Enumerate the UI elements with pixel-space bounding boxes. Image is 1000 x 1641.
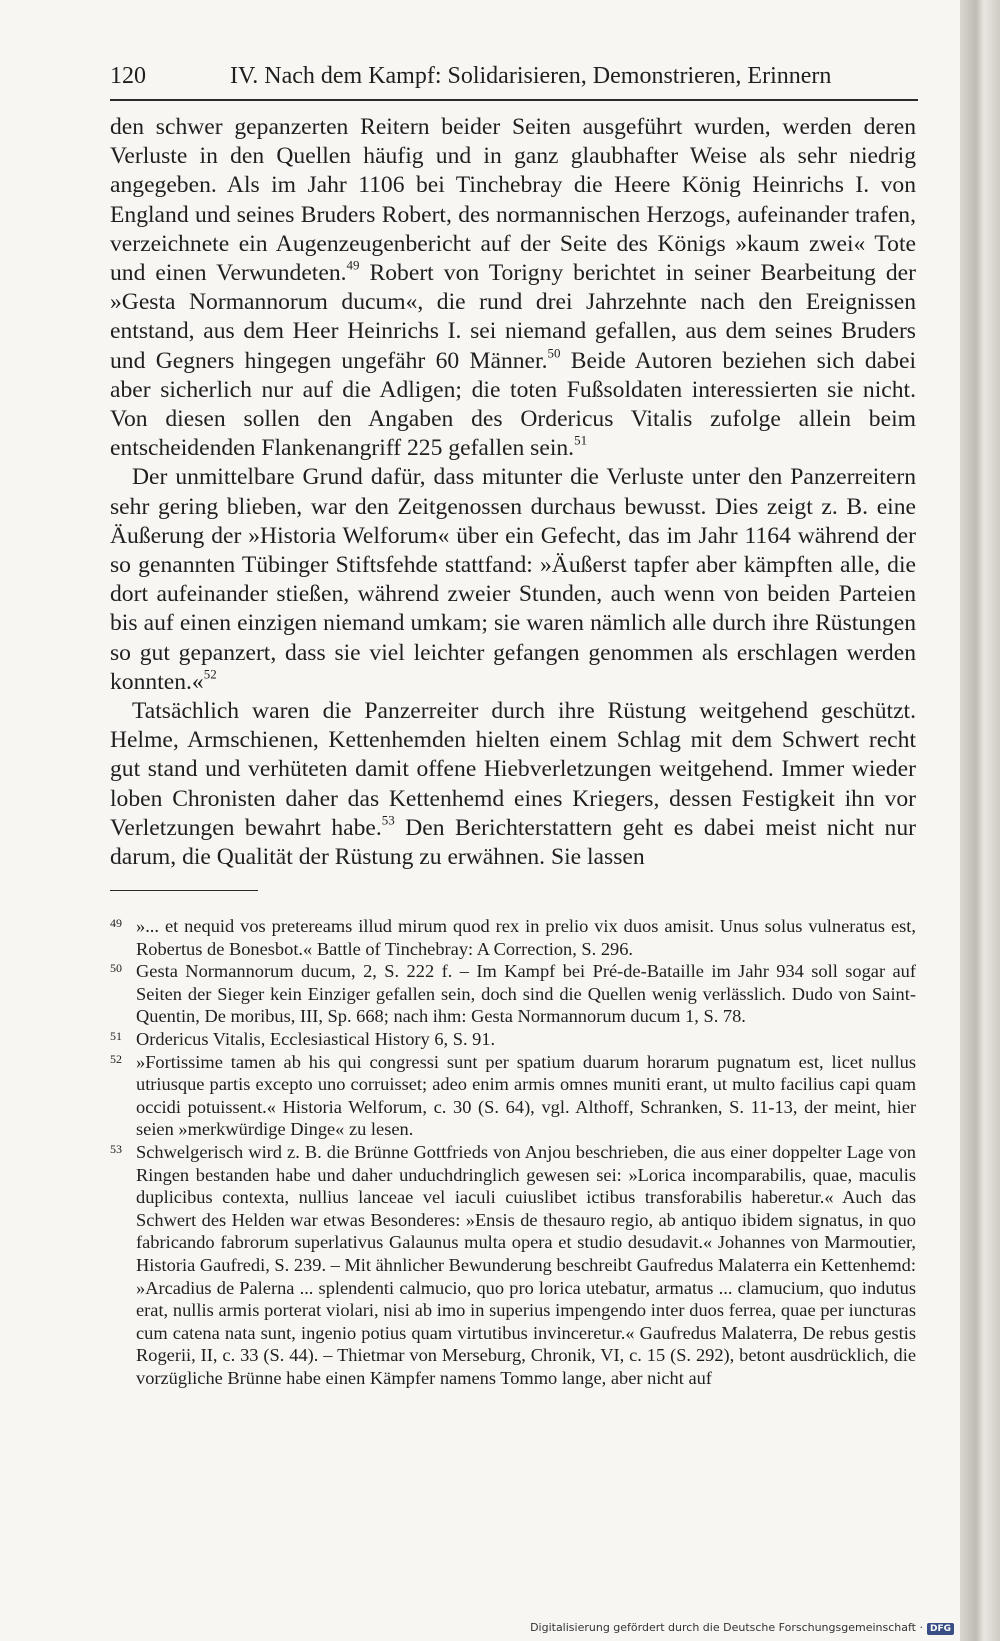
footnote-text: Gesta Normannorum ducum, 2, S. 222 f. – Im Kampf bei Pré-de-Bataille im Jahr 934 soll sogar auf Seiten der Sieger kein Einziger gefallen sein, doch sind die Quellen wenig verlässlich. Dudo von Saint-Quentin, De moribus, III, Sp. 668; nach ihm: Gesta Normannorum ducum 1, S. 78. <box>136 961 916 1027</box>
footnote-text: Schwelgerisch wird z. B. die Brünne Gottfrieds von Anjou beschrieben, die aus einer doppelter Lage von Ringen bestanden habe und daher unduchdringlich gewesen sei: »Lorica incomparabilis, quae, maculis duplicibus contexta, nullius lanceae vel iaculi cuiuslibet ictibus transforabilis haberetur.« Auch das Schwert des Helden war etwas Besonderes: »Ensis de thesauro regio, ab antiquo ibidem signatus, in quo fabricando fabrorum superlativus Galaunus multa opera et studio desudavit.« Johannes von Marmoutier, Historia Gaufredi, S. 239. – Mit ähnlicher Bewunderung beschreibt Gaufredus Malaterra ein Kettenhemd: »Arcadius de Palerna ... splendenti calmucio, quo pro lorica utebatur, armatus ... clamucium, quo indutus erat, nullis armis porterat violari, nisi ab imo in superius impengendo inter duos ferrea, quae per iuncturas cum catena nata sunt, ingenio potius quam virtutibus invinceretur.« Gaufredus Malaterra, De rebus gestis Rogerii, II, c. 33 (S. 44). – Thietmar von Merseburg, Chronik, VI, c. 15 (S. 292), betont ausdrücklich, die vorzügliche Brünne habe einen Kämpfer namens Tommo lange, aber nicht auf <box>136 1141 916 1388</box>
footnote-number: 52 <box>110 1051 122 1066</box>
footnote-49 <box>110 915 916 960</box>
footnote-ref-50[interactable]: 50 <box>547 345 561 361</box>
text-run: Tatsächlich waren die Panzerreiter durch ihre Rüstung weitgehend geschützt. Helme, Armschienen, Kettenhemden hielten einem Schlag mit dem Schwert recht gut stand und verhüteten damit offene Hiebverletzungen weitgehend. Immer wieder loben Chronisten daher das Kettenhemd eines Kriegers, dessen Festigkeit ihn vor Verletzungen bewahrt habe. <box>110 698 916 841</box>
footnote-52 <box>110 1051 916 1141</box>
text-run: Beide Autoren beziehen sich dabei aber sicherlich nur auf die Adligen; die toten Fußsoldaten interessierten sie nicht. Von diesen sollen den Angaben des Ordericus Vitalis zufolge allein beim entscheidenden Flankenangriff 225 gefallen sein. <box>110 347 917 462</box>
dfg-logo: DFG <box>927 1623 954 1635</box>
footnote-ref-53[interactable]: 53 <box>381 812 395 828</box>
footnote-50 <box>110 960 916 1028</box>
paragraph-2 <box>110 463 916 697</box>
paragraph-3 <box>110 697 916 872</box>
footnote-text: Ordericus Vitalis, Ecclesiastical History 6, S. 91. <box>136 1028 496 1049</box>
page-number: 120 <box>110 63 146 89</box>
paragraph-1 <box>110 113 916 463</box>
footnotes <box>110 915 916 1389</box>
page-header <box>110 60 918 92</box>
header-rule <box>110 99 918 101</box>
footnote-rule <box>110 890 258 891</box>
footnote-ref-51[interactable]: 51 <box>574 432 588 448</box>
running-head: IV. Nach dem Kampf: Solidarisieren, Demonstrieren, Erinnern <box>230 63 832 89</box>
text-run: den schwer gepanzerten Reitern beider Seiten ausgeführt wurden, werden deren Verluste in den Quellen häufig und in ganz glaubhafter Weise als sehr niedrig angegeben. Als im Jahr 1106 bei Tinchebray die Heere König Heinrichs I. von England und seines Bruders Robert, des normannischen Herzogs, aufeinander trafen, verzeichnete ein Augenzeugenbericht auf der Seite des Königs »kaum zwei« Tote und einen Verwundeten. <box>110 114 916 287</box>
footnote-number: 51 <box>110 1028 122 1043</box>
footnote-number: 50 <box>110 961 122 976</box>
digitization-credit <box>530 1621 954 1635</box>
footnote-51 <box>110 1028 916 1051</box>
footnote-53 <box>110 1141 916 1390</box>
page-edge <box>960 0 1000 1641</box>
credit-text: Digitalisierung gefördert durch die Deutsche Forschungsgemeinschaft · <box>530 1621 923 1634</box>
footnote-ref-49[interactable]: 49 <box>346 257 360 273</box>
body-text <box>110 113 916 872</box>
footnote-number: 49 <box>110 916 122 930</box>
text-run: Robert von Torigny berichtet in seiner Bearbeitung der »Gesta Normannorum ducum«, die rund drei Jahrzehnte nach den Ereignissen entstand, aus dem Heer Heinrichs I. sei niemand gefallen, aus dem seines Bruders und Gegners hingegen ungefähr 60 Männer. <box>110 260 916 374</box>
footnote-ref-52[interactable]: 52 <box>203 666 217 682</box>
text-run: Den Berichterstattern geht es dabei meist nicht nur darum, die Qualität der Rüstung zu erwähnen. Sie lassen <box>110 814 917 871</box>
text-run: Der unmittelbare Grund dafür, dass mitunter die Verluste unter den Panzerreitern sehr gering blieben, war den Zeitgenossen durchaus bewusst. Dies zeigt z. B. eine Äußerung der »Historia Welforum« über ein Gefecht, das im Jahr 1164 während der so genannten Tübinger Stiftsfehde stattfand: »Äußerst tapfer aber kämpften alle, die dort aufeinander stießen, während zweier Stunden, auch wenn von beiden Parteien bis auf einen einzigen niemand umkam; sie waren nämlich alle durch ihre Rüstungen so gut gepanzert, dass sie viel leichter gefangen genommen als erschlagen werden konnten.« <box>110 464 916 695</box>
footnote-number: 53 <box>110 1141 122 1156</box>
footnote-text: »... et nequid vos pretereams illud mirum quod rex in prelio vix duos amisit. Unus solus vulneratus est, Robertus de Bonesbot.« Battle of Tinchebray: A Correction, S. 296. <box>136 916 916 959</box>
footnote-text: »Fortissime tamen ab his qui congressi sunt per spatium duarum horarum pugnatum est, licet nullus utriusque partis excepto uno corruisset; adeo enim armis omnes muniti erant, ut multo facilius capi quam occidi potuissent.« Historia Welforum, c. 30 (S. 64), vgl. Althoff, Schranken, S. 11-13, der meint, hier seien »merkwürdige Dinge« zu lesen. <box>136 1051 916 1140</box>
